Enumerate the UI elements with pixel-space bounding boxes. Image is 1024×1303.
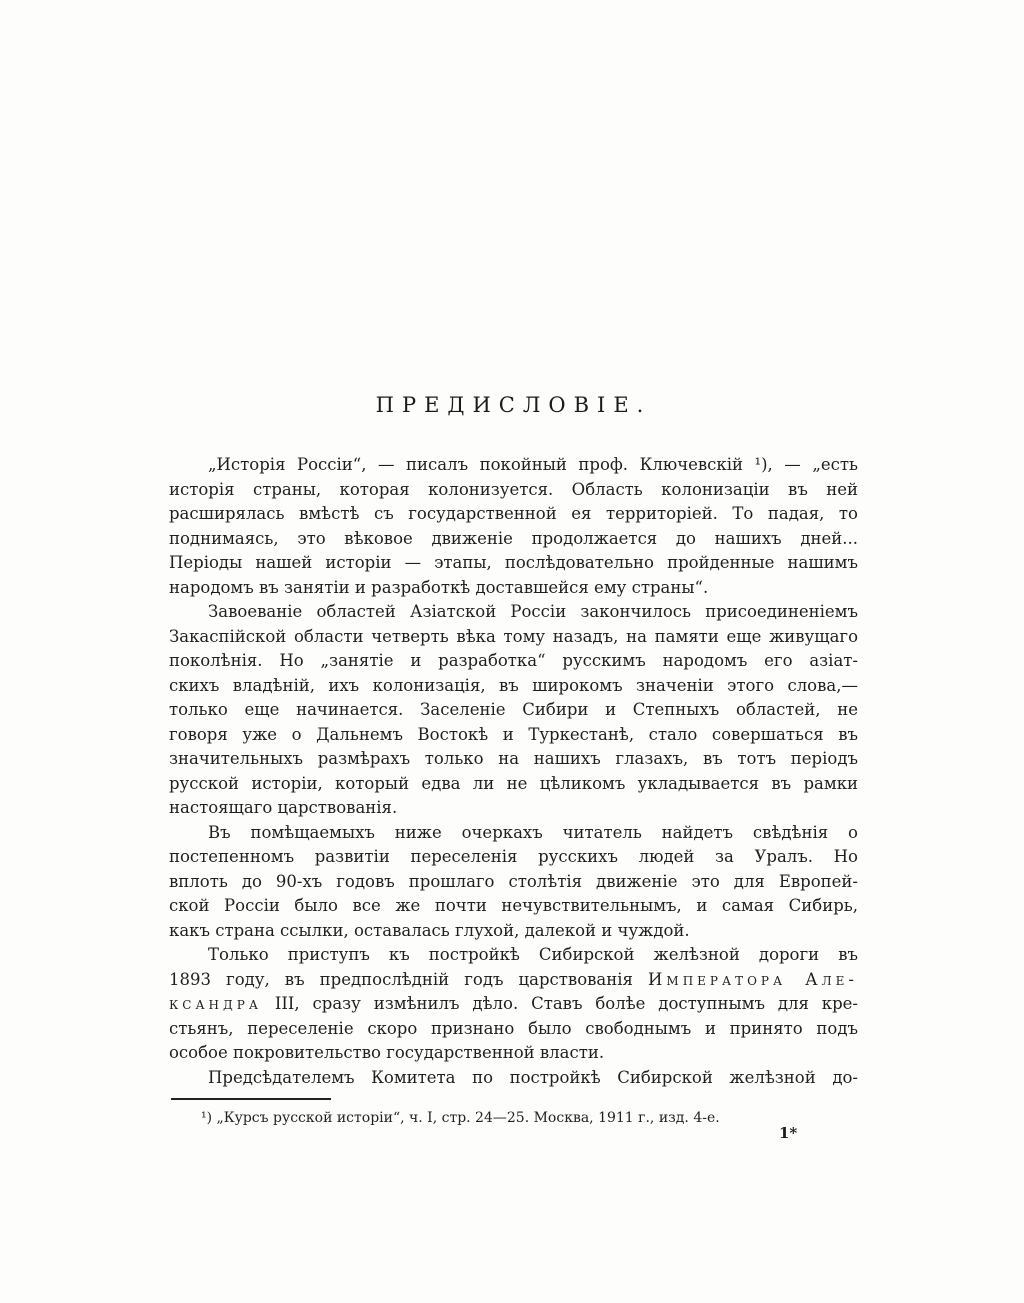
emphasized-smallcaps-text: Императора Але- <box>648 969 858 989</box>
text-line: значительныхъ размѣрахъ только на нашихъ глазахъ, въ тотъ періодъ <box>169 749 858 768</box>
text-line: вплоть до 90-хъ годовъ прошлаго столѣтія движеніе это для Европей- <box>169 871 858 891</box>
text-line: Завоеваніе областей Азіатской Россіи закончилось присоединеніемъ <box>208 602 858 621</box>
text-line: исторія страны, которая колонизуется. Область колонизаціи въ ней <box>169 479 858 499</box>
text-line: русской исторіи, который едва ли не цѣликомъ укладывается въ рамки <box>169 773 858 793</box>
footnote: ¹) „Курсъ русской исторіи“, ч. I, стр. 24—25. Москва, 1911 г., изд. 4-е. <box>201 1110 720 1126</box>
text-line: ской Россіи было все же почти нечувствительнымъ, и самая Сибирь, <box>169 896 858 915</box>
text-line: Въ помѣщаемыхъ ниже очеркахъ читатель найдетъ свѣдѣнія о <box>208 822 858 842</box>
text-line: Закаспійской области четверть вѣка тому назадъ, на памяти еще живущаго <box>169 626 858 646</box>
text-line: постепенномъ развитіи переселенія русскихъ людей за Уралъ. Но <box>169 847 858 866</box>
text-line: Періоды нашей исторіи — этапы, послѣдовательно пройденные нашимъ <box>169 553 858 572</box>
text-line: скихъ владѣній, ихъ колонизація, въ широкомъ значеніи этого слова,— <box>169 675 858 695</box>
paragraph <box>169 453 858 600</box>
text-line: расширялась вмѣстѣ съ государственной ея территоріей. То падая, то <box>169 504 858 523</box>
text-line: поднимаясь, это вѣковое движеніе продолжается до нашихъ дней... <box>169 528 858 548</box>
text-line: Предсѣдателемъ Комитета по постройкѣ Сибирской желѣзной до- <box>208 1067 858 1087</box>
text-line <box>169 992 858 1017</box>
text-line: настоящаго царствованія. <box>169 798 398 817</box>
paragraph <box>169 1066 858 1091</box>
emphasized-smallcaps-text: ксандра <box>169 994 262 1013</box>
text-line: стьянъ, переселеніе скоро признано было свободнымъ и принято подъ <box>169 1018 858 1038</box>
text-block <box>169 453 858 1090</box>
signature-mark: 1* <box>779 1124 798 1142</box>
text-line: народомъ въ занятіи и разработкѣ доставшейся ему страны“. <box>169 577 709 597</box>
text-line: какъ страна ссылки, оставалась глухой, далекой и чуждой. <box>169 920 690 940</box>
paragraph <box>169 821 858 944</box>
text-line <box>169 968 858 993</box>
paragraph <box>169 943 858 1066</box>
footnote-divider <box>171 1098 331 1100</box>
text-line: только еще начинается. Заселеніе Сибири и Степныхъ областей, не <box>169 700 858 719</box>
text-line: „Исторія Россіи“, — писалъ покойный проф. Ключевскій ¹), — „есть <box>208 455 858 474</box>
text-line: говоря уже о Дальнемъ Востокѣ и Туркестанѣ, стало совершаться въ <box>169 724 858 744</box>
text-line: Только приступъ къ постройкѣ Сибирской желѣзной дороги въ <box>208 945 858 964</box>
paragraph <box>169 600 858 821</box>
text-line: особое покровительство государственной власти. <box>169 1043 605 1062</box>
text-segment: 1893 году, въ предпослѣдній годъ царствованія <box>169 969 649 989</box>
page-title: ПРЕДИСЛОВІЕ. <box>375 393 652 417</box>
text-segment: III, сразу измѣнилъ дѣло. Ставъ болѣе доступнымъ для кре- <box>261 994 858 1013</box>
text-line: поколѣнія. Но „занятіе и разработка“ русскимъ народомъ его азіат- <box>169 651 858 670</box>
